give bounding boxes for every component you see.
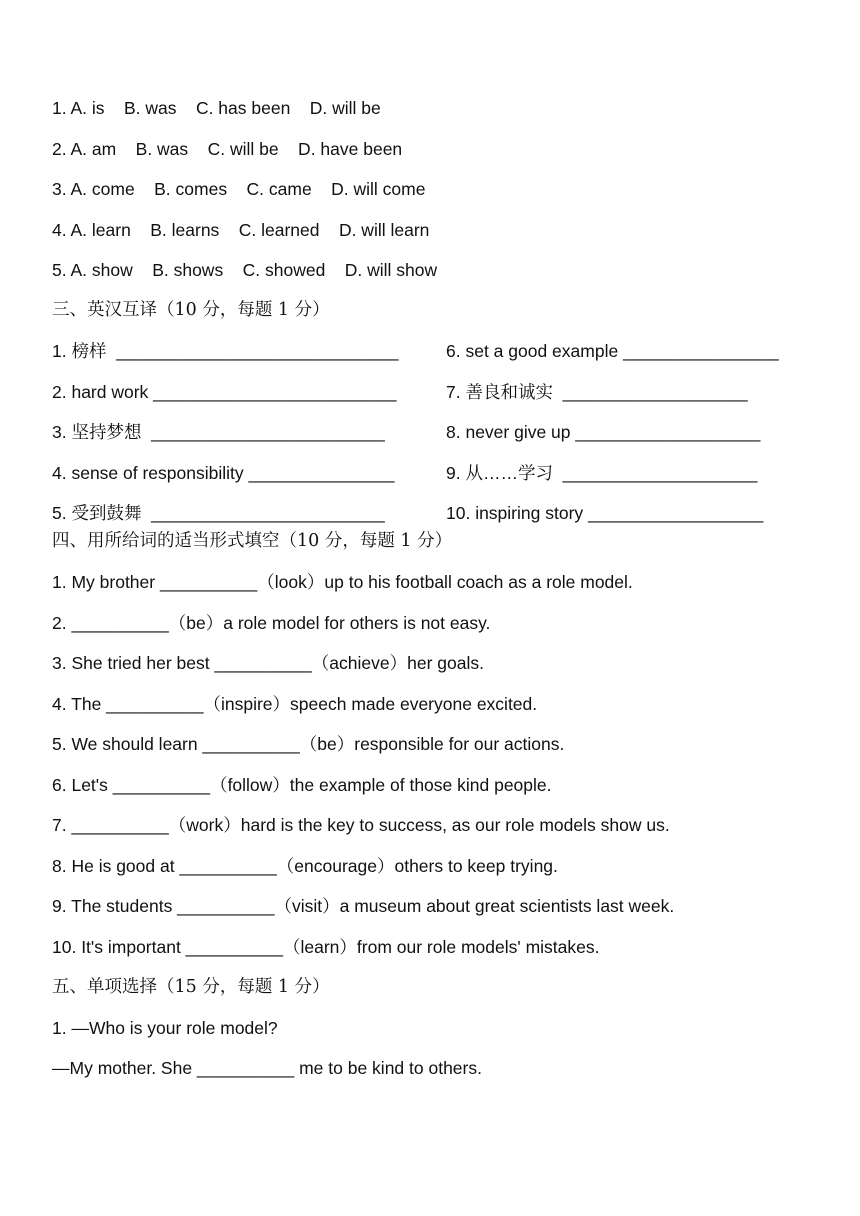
fill-item-5: 5. We should learn __________（be）responsible for our actions. <box>52 734 565 754</box>
choice-line-4: 4. A. learn B. learns C. learned D. will learn <box>52 220 430 240</box>
fill-item-3: 3. She tried her best __________（achieve）her goals. <box>52 653 484 673</box>
choice-line-5: 5. A. show B. shows C. showed D. will show <box>52 260 438 280</box>
section3-heading: 三、英汉互译（10 分，每题 1 分） <box>52 300 330 320</box>
choice-line-2: 2. A. am B. was C. will be D. have been <box>52 139 403 159</box>
fill-item-6: 6. Let's __________（follow）the example of those kind people. <box>52 775 552 795</box>
fill-item-7: 7. __________（work）hard is the key to success, as our role models show us. <box>52 815 670 835</box>
mc-answer-line-1: —My mother. She __________ me to be kind to others. <box>52 1058 482 1078</box>
fill-item-1: 1. My brother __________（look）up to his football coach as a role model. <box>52 572 633 592</box>
section5-heading: 五、单项选择（15 分，每题 1 分） <box>52 977 330 997</box>
section4-heading: 四、用所给词的适当形式填空（10 分，每题 1 分） <box>52 531 453 551</box>
translation-item-8: 8. never give up ___________________ <box>446 422 761 442</box>
translation-item-9: 9. 从……学习 ____________________ <box>446 463 758 483</box>
fill-item-10: 10. It's important __________（learn）from our role models' mistakes. <box>52 937 600 957</box>
choice-line-3: 3. A. come B. comes C. came D. will come <box>52 179 426 199</box>
choice-line-1: 1. A. is B. was C. has been D. will be <box>52 98 381 118</box>
translation-item-3: 3. 坚持梦想 ________________________ <box>52 422 385 442</box>
translation-item-5: 5. 受到鼓舞 ________________________ <box>52 503 385 523</box>
translation-item-2: 2. hard work _________________________ <box>52 382 397 402</box>
fill-item-2: 2. __________（be）a role model for others is not easy. <box>52 613 491 633</box>
fill-item-9: 9. The students __________（visit）a museum about great scientists last week. <box>52 896 675 916</box>
fill-item-4: 4. The __________（inspire）speech made everyone excited. <box>52 694 538 714</box>
translation-item-6: 6. set a good example ________________ <box>446 341 779 361</box>
translation-item-4: 4. sense of responsibility _______________ <box>52 463 395 483</box>
translation-item-1: 1. 榜样 _____________________________ <box>52 341 399 361</box>
fill-item-8: 8. He is good at __________（encourage）others to keep trying. <box>52 856 558 876</box>
mc-question-1: 1. —Who is your role model? <box>52 1018 278 1038</box>
translation-item-10: 10. inspiring story __________________ <box>446 503 764 523</box>
translation-item-7: 7. 善良和诚实 ___________________ <box>446 382 748 402</box>
